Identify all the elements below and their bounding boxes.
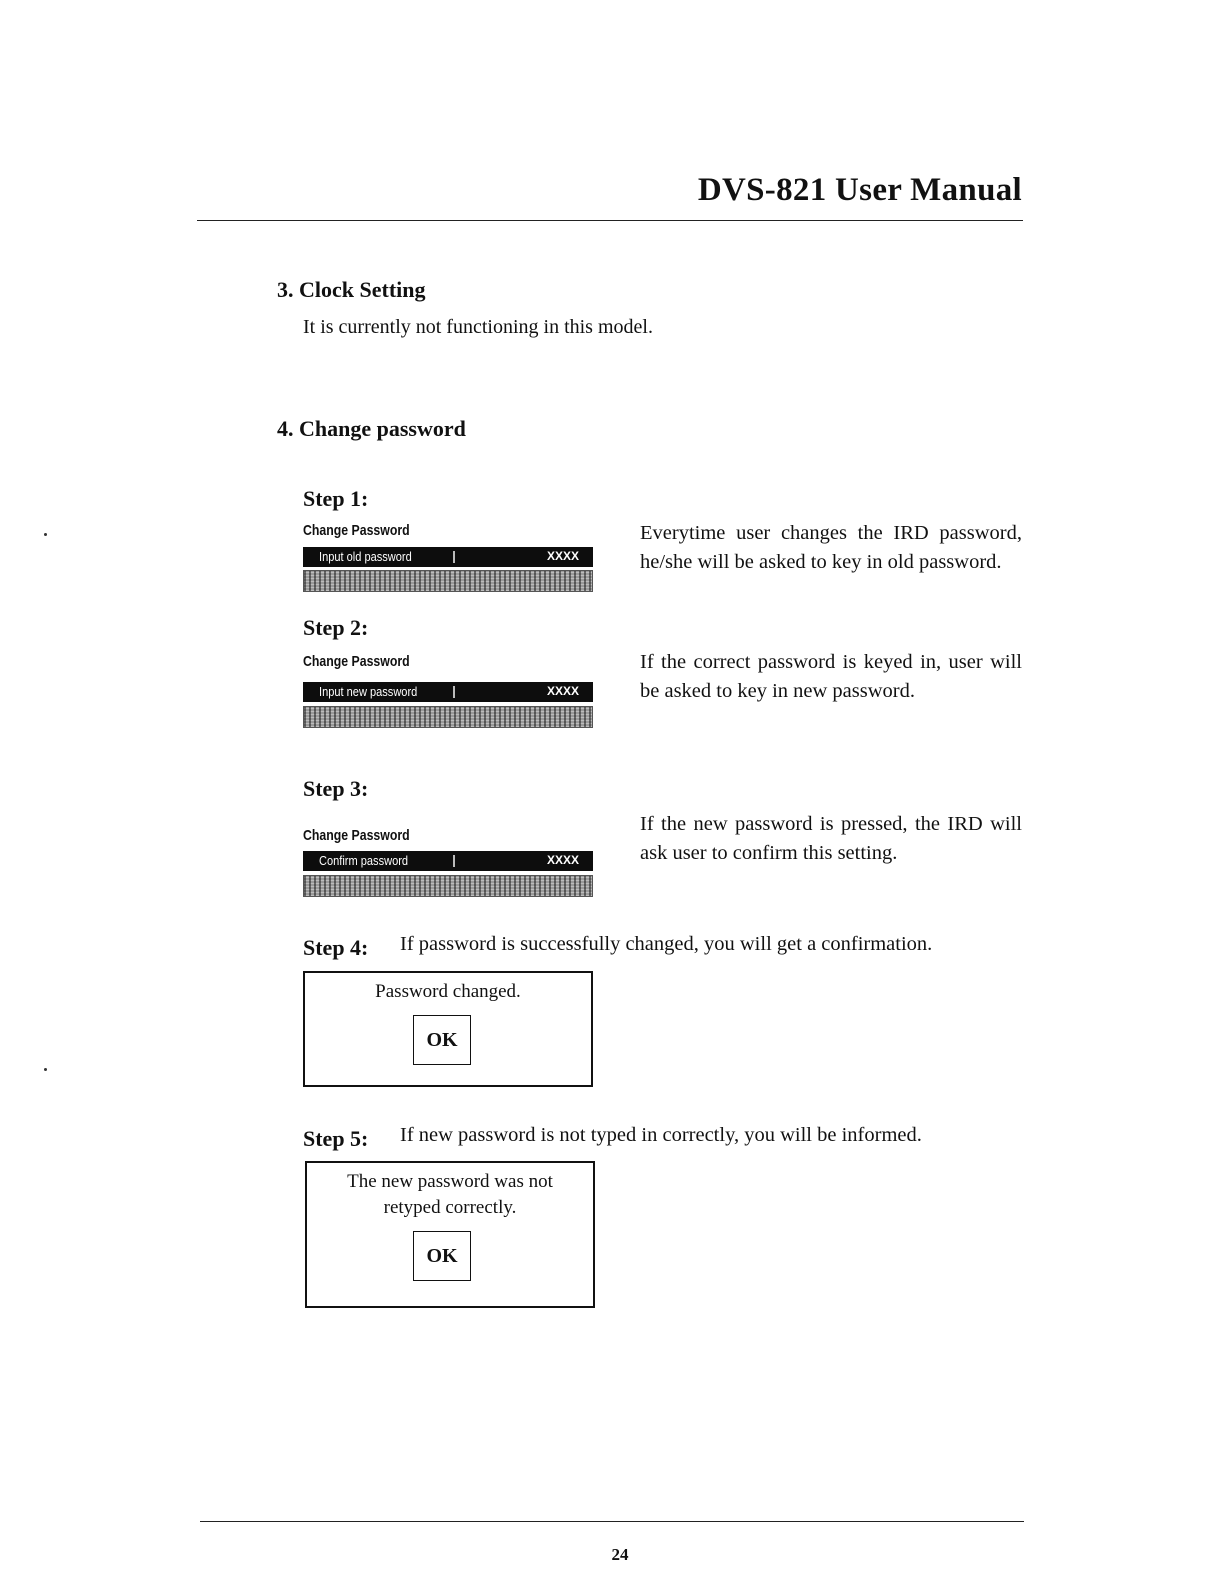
step-2-input-bar[interactable] [303, 682, 593, 702]
document-title: DVS-821 User Manual [697, 172, 1022, 208]
password-changed-dialog [303, 971, 593, 1087]
step-5-label: Step 5: [303, 1126, 369, 1151]
step-1-input-bar[interactable] [303, 547, 593, 567]
ok-button[interactable]: OK [413, 1015, 471, 1065]
step-1-label: Step 1: [303, 486, 369, 511]
step-2-input-value: XXXX [546, 684, 579, 698]
dialog-message-line-1: The new password was not [347, 1171, 553, 1192]
step-4-description: If password is successfully changed, you will get a confirmation. [400, 933, 933, 955]
dialog-message: Password changed. [375, 981, 521, 1002]
scan-speck [44, 533, 47, 536]
step-2-screen-caption: Change Password [303, 653, 410, 670]
ok-button[interactable]: OK [413, 1231, 471, 1281]
step-3-screen-caption: Change Password [303, 827, 410, 844]
step-2-input-label: Input new password [319, 684, 418, 699]
step-1-screen-menu-row [303, 570, 593, 592]
text-cursor-icon [453, 551, 455, 563]
step-3-description: If the new password is pressed, the IRD will ask user to confirm this setting. [640, 813, 1022, 864]
step-3-input-value: XXXX [546, 853, 579, 867]
text-cursor-icon [453, 686, 455, 698]
footer-divider [200, 1521, 1024, 1522]
step-3-input-label: Confirm password [319, 853, 409, 868]
step-1-description: Everytime user changes the IRD password, he/she will be asked to key in old password. [640, 522, 1022, 573]
section-clock-text: It is currently not functioning in this model. [303, 316, 653, 338]
section-clock-title: 3. Clock Setting [277, 277, 426, 302]
scan-speck [44, 1068, 47, 1071]
step-4-label: Step 4: [303, 935, 369, 960]
step-5-description: If new password is not typed in correctly, you will be informed. [400, 1124, 922, 1146]
step-1-input-value: XXXX [546, 549, 579, 563]
step-2-label: Step 2: [303, 615, 369, 640]
password-error-dialog [305, 1161, 595, 1308]
section-password-title: 4. Change password [277, 416, 466, 441]
step-3-input-bar[interactable] [303, 851, 593, 871]
step-1-screen-caption: Change Password [303, 522, 410, 539]
step-2-description: If the correct password is keyed in, user will be asked to key in new password. [640, 651, 1022, 702]
dialog-message-line-2: retyped correctly. [383, 1197, 517, 1218]
step-1-input-label: Input old password [319, 549, 412, 564]
step-3-screen-menu-row [303, 875, 593, 897]
step-3-label: Step 3: [303, 776, 369, 801]
step-2-screen-menu-row [303, 706, 593, 728]
page-number: 24 [611, 1545, 629, 1564]
text-cursor-icon [453, 855, 455, 867]
header-divider [197, 220, 1023, 221]
